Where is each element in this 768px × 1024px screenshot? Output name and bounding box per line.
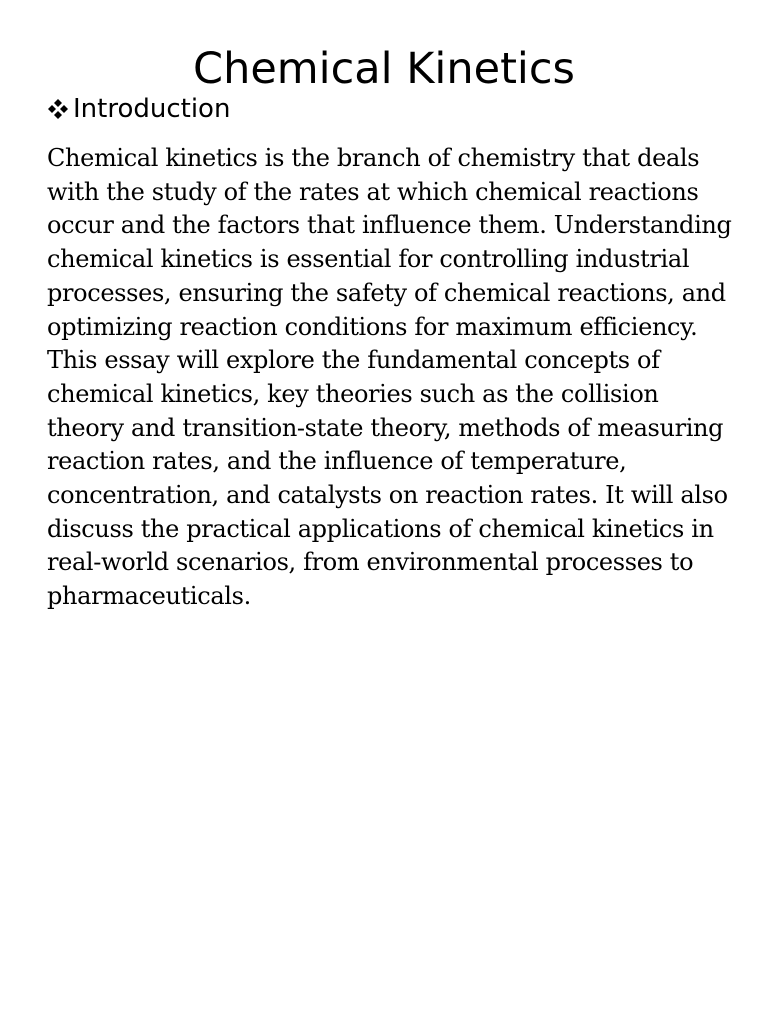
intro-paragraph: Chemical kinetics is the branch of chemistry that deals with the study of the rates at which chemical reactions occur and the factors that influence them. Understanding chemical kinetics is essential for controlling industrial processes, ensuring the safety of chemical reactions, and optimizing reaction conditions for maximum efficiency. This essay will explore the fundamental concepts of chemical kinetics, key theories such as the collision theory and transition-state theory, methods of measuring reaction rates, and the influence of temperature, concentration, and catalysts on reaction rates. It will also discuss the practical applications of chemical kinetics in real-world scenarios, from environmental processes to pharmaceuticals.: [47, 144, 732, 611]
section-heading: [47, 92, 230, 126]
four-diamond-bullet-icon: [47, 98, 69, 120]
section-heading-label: Introduction: [73, 94, 231, 124]
document-title: Chemical Kinetics: [193, 44, 575, 94]
